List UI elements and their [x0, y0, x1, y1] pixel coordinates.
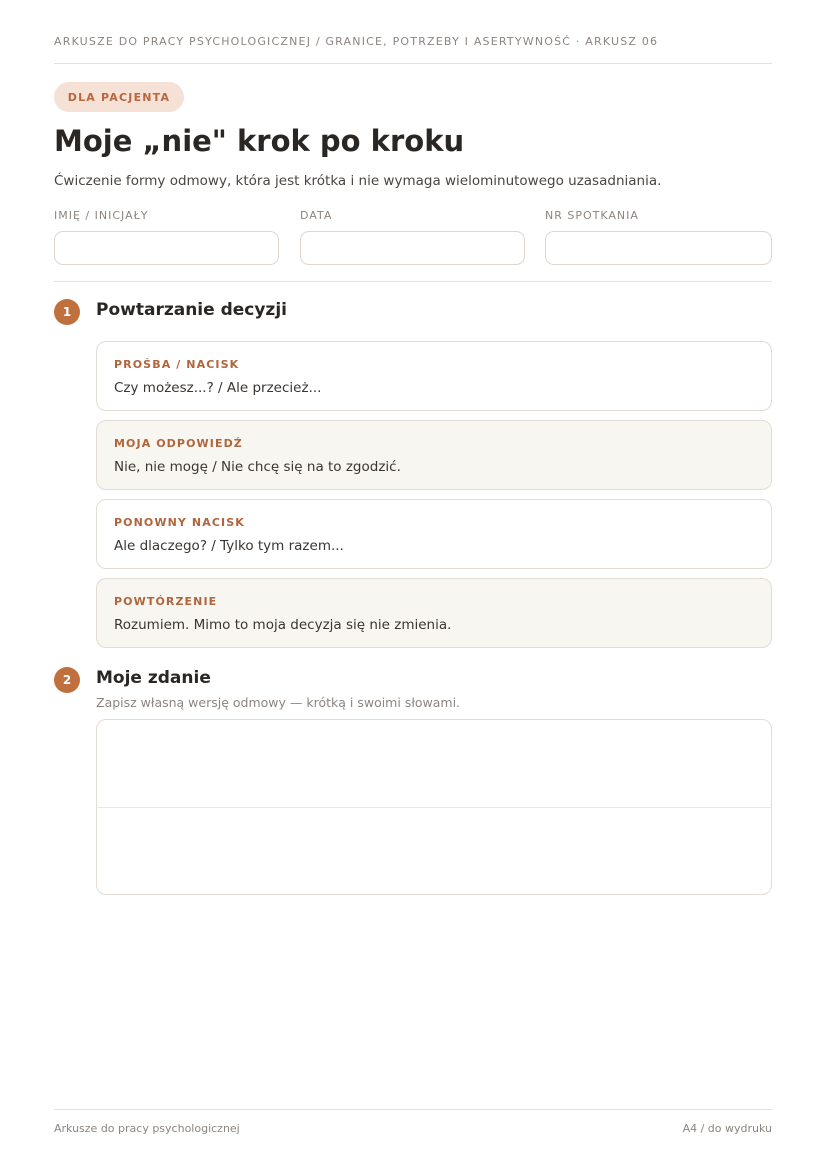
footer-divider — [54, 1109, 772, 1110]
own-sentence-answer-box[interactable] — [96, 719, 772, 895]
card-label: PONOWNY NACISK — [114, 516, 245, 529]
my-answer-card — [96, 420, 772, 490]
repeated-pressure-card — [96, 499, 772, 569]
footer-right-text: A4 / do wydruku — [682, 1122, 772, 1135]
section-1-title: Powtarzanie decyzji — [96, 300, 287, 320]
audience-badge: DLA PACJENTA — [54, 82, 184, 112]
card-text: Ale dlaczego? / Tylko tym razem... — [114, 538, 344, 554]
running-header: ARKUSZE DO PRACY PSYCHOLOGICZNEJ / GRANICE, POTRZEBY I ASERTYWNOŚĆ · ARKUSZ 06 — [54, 35, 659, 48]
worksheet-page — [54, 0, 772, 1170]
writing-line — [97, 807, 771, 808]
date-field-label: DATA — [300, 209, 333, 222]
section-2-number: 2 — [54, 667, 80, 693]
page-subtitle: Ćwiczenie formy odmowy, która jest krótka i nie wymaga wielominutowego uzasadniania. — [54, 173, 662, 189]
card-text: Czy możesz...? / Ale przecież... — [114, 380, 322, 396]
footer-left-text: Arkusze do pracy psychologicznej — [54, 1122, 240, 1135]
repetition-card — [96, 578, 772, 648]
section-2-hint: Zapisz własną wersję odmowy — krótką i swoimi słowami. — [96, 695, 461, 710]
card-label: POWTÓRZENIE — [114, 595, 218, 608]
card-text: Nie, nie mogę / Nie chcę się na to zgodzić. — [114, 459, 401, 475]
card-text: Rozumiem. Mimo to moja decyzja się nie zmienia. — [114, 617, 452, 633]
session-number-field[interactable] — [545, 231, 772, 265]
header-divider — [54, 63, 772, 64]
request-card — [96, 341, 772, 411]
card-label: PROŚBA / NACISK — [114, 358, 240, 371]
card-label: MOJA ODPOWIEDŹ — [114, 437, 243, 450]
date-field[interactable] — [300, 231, 525, 265]
name-field[interactable] — [54, 231, 279, 265]
page-title: Moje „nie" krok po kroku — [54, 124, 465, 158]
session-number-field-label: NR SPOTKANIA — [545, 209, 639, 222]
name-field-label: IMIĘ / INICJAŁY — [54, 209, 149, 222]
section-1-number: 1 — [54, 299, 80, 325]
section-2-title: Moje zdanie — [96, 668, 211, 688]
fields-divider — [54, 281, 772, 282]
